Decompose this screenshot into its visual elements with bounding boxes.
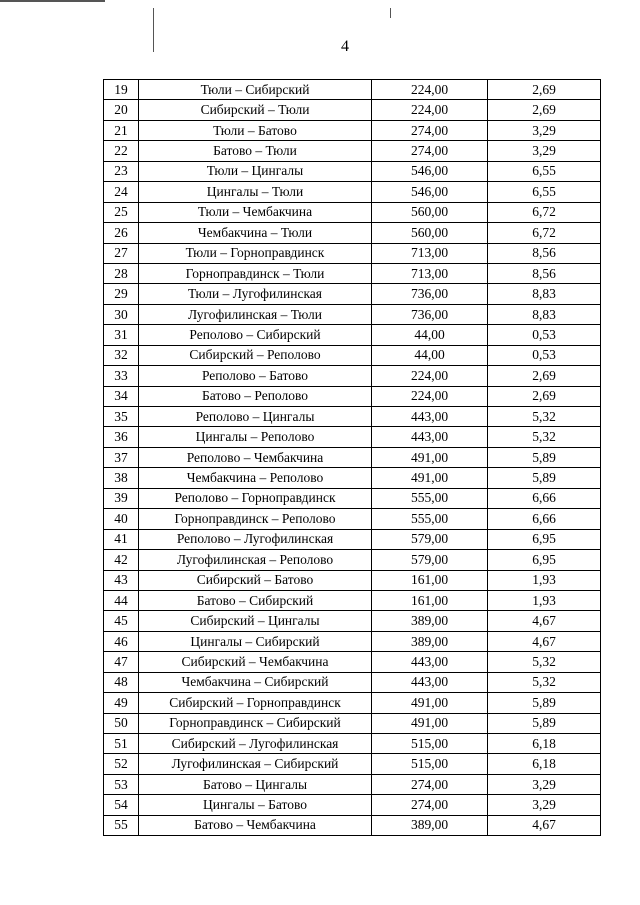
distance-cell: 274,00: [372, 120, 488, 140]
table-row: [104, 590, 601, 610]
route-cell: Тюли – Цингалы: [139, 161, 372, 181]
route-cell: Сибирский – Тюли: [139, 100, 372, 120]
table-row: [104, 345, 601, 365]
fare-cell: 6,18: [488, 734, 601, 754]
row-number-cell: 48: [104, 672, 139, 692]
route-cell: Реполово – Батово: [139, 366, 372, 386]
table-row: [104, 243, 601, 263]
table-row: [104, 284, 601, 304]
row-number-cell: 19: [104, 80, 139, 100]
row-number-cell: 21: [104, 120, 139, 140]
fare-cell: 0,53: [488, 345, 601, 365]
row-number-cell: 52: [104, 754, 139, 774]
table-row: [104, 182, 601, 202]
row-number-cell: 23: [104, 161, 139, 181]
table-row: [104, 407, 601, 427]
row-number-cell: 54: [104, 795, 139, 815]
row-number-cell: 45: [104, 611, 139, 631]
row-number-cell: 37: [104, 447, 139, 467]
route-cell: Цингалы – Реполово: [139, 427, 372, 447]
table-row: [104, 652, 601, 672]
fare-cell: 6,95: [488, 529, 601, 549]
fare-cell: 3,29: [488, 795, 601, 815]
fare-table-body: [104, 80, 601, 836]
row-number-cell: 47: [104, 652, 139, 672]
row-number-cell: 49: [104, 693, 139, 713]
table-row: [104, 447, 601, 467]
fare-cell: 6,66: [488, 509, 601, 529]
route-cell: Горноправдинск – Сибирский: [139, 713, 372, 733]
fare-cell: 8,56: [488, 263, 601, 283]
table-row: [104, 509, 601, 529]
route-cell: Реполово – Горноправдинск: [139, 488, 372, 508]
fare-table: [103, 79, 601, 836]
fare-cell: 5,89: [488, 713, 601, 733]
route-cell: Чембакчина – Сибирский: [139, 672, 372, 692]
route-cell: Сибирский – Батово: [139, 570, 372, 590]
row-number-cell: 40: [104, 509, 139, 529]
table-row: [104, 386, 601, 406]
table-row: [104, 754, 601, 774]
row-number-cell: 30: [104, 304, 139, 324]
route-cell: Сибирский – Чембакчина: [139, 652, 372, 672]
row-number-cell: 29: [104, 284, 139, 304]
table-row: [104, 161, 601, 181]
scan-artifact-top-line: [0, 0, 105, 2]
route-cell: Чембакчина – Тюли: [139, 223, 372, 243]
route-cell: Тюли – Чембакчина: [139, 202, 372, 222]
distance-cell: 389,00: [372, 611, 488, 631]
row-number-cell: 24: [104, 182, 139, 202]
distance-cell: 224,00: [372, 386, 488, 406]
table-row: [104, 120, 601, 140]
fare-cell: 6,18: [488, 754, 601, 774]
route-cell: Лугофилинская – Реполово: [139, 550, 372, 570]
fare-cell: 5,89: [488, 693, 601, 713]
route-cell: Сибирский – Цингалы: [139, 611, 372, 631]
table-row: [104, 141, 601, 161]
table-row: [104, 263, 601, 283]
fare-cell: 8,83: [488, 304, 601, 324]
distance-cell: 713,00: [372, 243, 488, 263]
distance-cell: 736,00: [372, 284, 488, 304]
distance-cell: 44,00: [372, 345, 488, 365]
fare-cell: 5,32: [488, 427, 601, 447]
fare-cell: 8,56: [488, 243, 601, 263]
row-number-cell: 39: [104, 488, 139, 508]
fare-cell: 6,66: [488, 488, 601, 508]
fare-cell: 4,67: [488, 611, 601, 631]
fare-cell: 3,29: [488, 120, 601, 140]
table-row: [104, 202, 601, 222]
route-cell: Лугофилинская – Сибирский: [139, 754, 372, 774]
route-cell: Тюли – Сибирский: [139, 80, 372, 100]
table-row: [104, 734, 601, 754]
distance-cell: 515,00: [372, 754, 488, 774]
row-number-cell: 38: [104, 468, 139, 488]
table-row: [104, 223, 601, 243]
route-cell: Батово – Чембакчина: [139, 815, 372, 835]
distance-cell: 443,00: [372, 652, 488, 672]
table-row: [104, 80, 601, 100]
table-row: [104, 631, 601, 651]
fare-cell: 5,32: [488, 652, 601, 672]
distance-cell: 736,00: [372, 304, 488, 324]
fare-cell: 6,72: [488, 223, 601, 243]
row-number-cell: 32: [104, 345, 139, 365]
distance-cell: 443,00: [372, 407, 488, 427]
row-number-cell: 36: [104, 427, 139, 447]
row-number-cell: 22: [104, 141, 139, 161]
distance-cell: 443,00: [372, 427, 488, 447]
table-row: [104, 672, 601, 692]
row-number-cell: 51: [104, 734, 139, 754]
row-number-cell: 31: [104, 325, 139, 345]
table-row: [104, 815, 601, 835]
fare-cell: 6,72: [488, 202, 601, 222]
route-cell: Реполово – Сибирский: [139, 325, 372, 345]
table-row: [104, 774, 601, 794]
route-cell: Чембакчина – Реполово: [139, 468, 372, 488]
fare-cell: 6,55: [488, 182, 601, 202]
route-cell: Батово – Тюли: [139, 141, 372, 161]
route-cell: Батово – Сибирский: [139, 590, 372, 610]
route-cell: Тюли – Батово: [139, 120, 372, 140]
distance-cell: 161,00: [372, 570, 488, 590]
distance-cell: 491,00: [372, 693, 488, 713]
distance-cell: 713,00: [372, 263, 488, 283]
row-number-cell: 35: [104, 407, 139, 427]
distance-cell: 443,00: [372, 672, 488, 692]
route-cell: Реполово – Цингалы: [139, 407, 372, 427]
distance-cell: 515,00: [372, 734, 488, 754]
table-row: [104, 100, 601, 120]
distance-cell: 546,00: [372, 161, 488, 181]
distance-cell: 274,00: [372, 795, 488, 815]
fare-cell: 8,83: [488, 284, 601, 304]
distance-cell: 555,00: [372, 488, 488, 508]
fare-cell: 5,89: [488, 447, 601, 467]
table-row: [104, 304, 601, 324]
fare-cell: 1,93: [488, 570, 601, 590]
table-row: [104, 611, 601, 631]
route-cell: Цингалы – Батово: [139, 795, 372, 815]
distance-cell: 546,00: [372, 182, 488, 202]
row-number-cell: 55: [104, 815, 139, 835]
table-row: [104, 550, 601, 570]
distance-cell: 389,00: [372, 815, 488, 835]
row-number-cell: 53: [104, 774, 139, 794]
fare-cell: 5,89: [488, 468, 601, 488]
fare-cell: 1,93: [488, 590, 601, 610]
table-row: [104, 693, 601, 713]
table-row: [104, 427, 601, 447]
row-number-cell: 46: [104, 631, 139, 651]
distance-cell: 44,00: [372, 325, 488, 345]
route-cell: Цингалы – Сибирский: [139, 631, 372, 651]
row-number-cell: 41: [104, 529, 139, 549]
fare-cell: 2,69: [488, 80, 601, 100]
route-cell: Тюли – Горноправдинск: [139, 243, 372, 263]
row-number-cell: 28: [104, 263, 139, 283]
distance-cell: 224,00: [372, 100, 488, 120]
scan-artifact-right-mark: [390, 8, 391, 18]
row-number-cell: 20: [104, 100, 139, 120]
distance-cell: 224,00: [372, 80, 488, 100]
row-number-cell: 33: [104, 366, 139, 386]
page-number: 4: [341, 38, 349, 55]
route-cell: Цингалы – Тюли: [139, 182, 372, 202]
row-number-cell: 44: [104, 590, 139, 610]
distance-cell: 274,00: [372, 141, 488, 161]
fare-cell: 6,95: [488, 550, 601, 570]
route-cell: Лугофилинская – Тюли: [139, 304, 372, 324]
route-cell: Сибирский – Горноправдинск: [139, 693, 372, 713]
route-cell: Реполово – Лугофилинская: [139, 529, 372, 549]
route-cell: Горноправдинск – Реполово: [139, 509, 372, 529]
fare-cell: 2,69: [488, 366, 601, 386]
fare-cell: 4,67: [488, 631, 601, 651]
fare-cell: 0,53: [488, 325, 601, 345]
row-number-cell: 42: [104, 550, 139, 570]
distance-cell: 491,00: [372, 713, 488, 733]
route-cell: Сибирский – Реполово: [139, 345, 372, 365]
table-row: [104, 325, 601, 345]
distance-cell: 491,00: [372, 468, 488, 488]
distance-cell: 161,00: [372, 590, 488, 610]
distance-cell: 560,00: [372, 202, 488, 222]
fare-cell: 5,32: [488, 407, 601, 427]
row-number-cell: 26: [104, 223, 139, 243]
distance-cell: 560,00: [372, 223, 488, 243]
route-cell: Батово – Цингалы: [139, 774, 372, 794]
distance-cell: 579,00: [372, 529, 488, 549]
table-row: [104, 795, 601, 815]
fare-cell: 2,69: [488, 386, 601, 406]
fare-cell: 2,69: [488, 100, 601, 120]
row-number-cell: 50: [104, 713, 139, 733]
fare-cell: 3,29: [488, 141, 601, 161]
row-number-cell: 34: [104, 386, 139, 406]
distance-cell: 224,00: [372, 366, 488, 386]
table-row: [104, 468, 601, 488]
distance-cell: 555,00: [372, 509, 488, 529]
table-row: [104, 488, 601, 508]
fare-cell: 4,67: [488, 815, 601, 835]
distance-cell: 579,00: [372, 550, 488, 570]
table-row: [104, 529, 601, 549]
fare-cell: 3,29: [488, 774, 601, 794]
route-cell: Сибирский – Лугофилинская: [139, 734, 372, 754]
distance-cell: 274,00: [372, 774, 488, 794]
fare-cell: 5,32: [488, 672, 601, 692]
route-cell: Горноправдинск – Тюли: [139, 263, 372, 283]
route-cell: Тюли – Лугофилинская: [139, 284, 372, 304]
row-number-cell: 43: [104, 570, 139, 590]
fare-cell: 6,55: [488, 161, 601, 181]
table-row: [104, 366, 601, 386]
row-number-cell: 27: [104, 243, 139, 263]
table-row: [104, 713, 601, 733]
row-number-cell: 25: [104, 202, 139, 222]
table-row: [104, 570, 601, 590]
route-cell: Реполово – Чембакчина: [139, 447, 372, 467]
distance-cell: 389,00: [372, 631, 488, 651]
distance-cell: 491,00: [372, 447, 488, 467]
route-cell: Батово – Реполово: [139, 386, 372, 406]
